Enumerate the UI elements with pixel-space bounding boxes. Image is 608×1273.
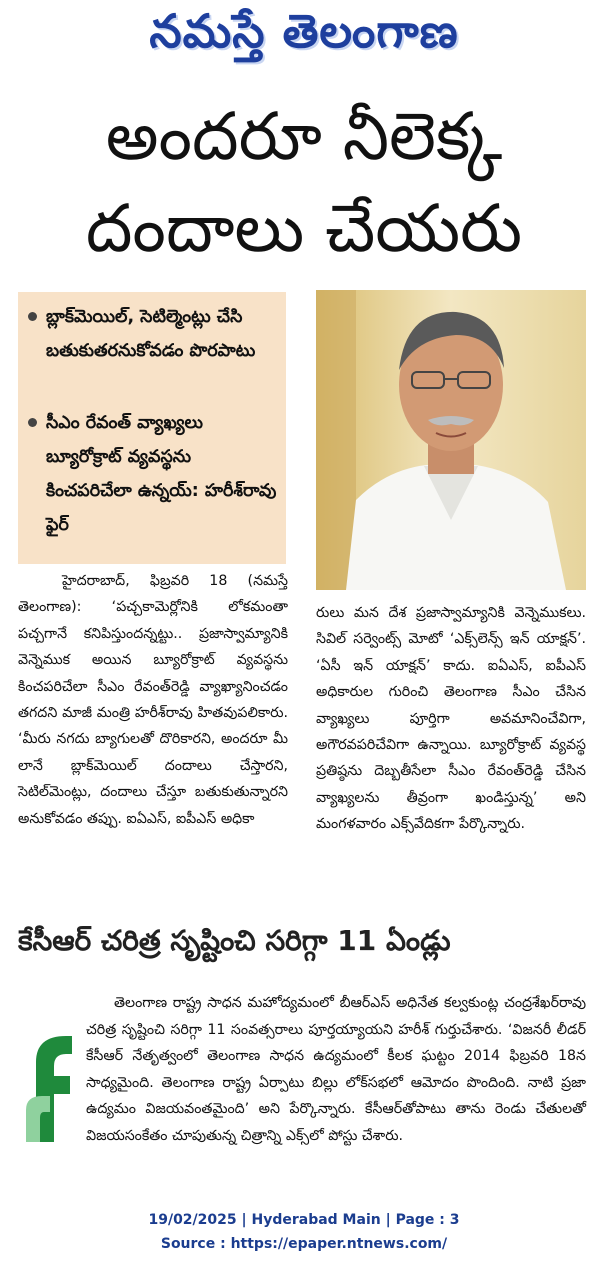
footer-edition-info: 19/02/2025 | Hyderabad Main | Page : 3	[148, 1212, 460, 1228]
highlight-text: బ్లాక్‌మెయిల్‌, సెటిల్మెంట్లు చేసి బతుకుతరనుకోవడం పొరపాటు	[46, 307, 256, 361]
second-article-body: తెలంగాణ రాష్ట్ర సాధన మహోద్యమంలో బీఆర్‌ఎస్‌ అధినేత కల్వకుంట్ల చంద్రశేఖర్‌రావు చరిత్ర సృష్టించి సరిగ్గా 11 సంవత్సరాలు పూర్తయ్యాయని హరీశ్‌ గుర్తుచేశారు. ‘విజనరీ లీడర్‌ కేసీఆర్‌ నేతృత్వంలో తెలంగాణ సాధన ఉద్యమంలో కీలక ఘట్టం 2014 ఫిబ్రవరి 18న సాధ్యమైంది. తెలంగాణ రాష్ట్ర ఏర్పాటు బిల్లు లోక్‌సభలో ఆమోదం పొందింది. నాటి ప్రజా ఉద్యమం విజయవంతమైంది’ అని పేర్కొన్నారు. కేసీఆర్‌తోపాటు తాను రెండు చేతులతో విజయసంకేతం చూపుతున్న చిత్రాన్ని ఎక్స్‌లో పోస్టు చేశారు.	[86, 995, 586, 1144]
newspaper-masthead: నమస్తే తెలంగాణ	[149, 4, 459, 58]
highlight-item	[28, 300, 278, 368]
headline-line-1: అందరూ నీలెక్క	[105, 98, 503, 175]
highlights-box	[18, 292, 286, 564]
headline-line-2: దందాలు చేయరు	[85, 190, 523, 267]
highlight-item	[28, 406, 278, 542]
subheadline: కేసీఆర్‌ చరిత్ర సృష్టించి సరిగ్గా 11 ఏండ్లు	[18, 924, 451, 957]
portrait-illustration	[316, 290, 586, 590]
bullet-dot-icon	[28, 418, 37, 427]
article-column-right: రులు మన దేశ ప్రజాస్వామ్యానికి వెన్నెముకలు. సివిల్‌ సర్వెంట్స్‌ మోటో ‘ఎక్స్‌లెన్స్‌ ఇన్‌ యాక్షన్‌’. ‘ఏసీ ఇన్‌ యాక్షన్‌’ కాదు. ఐఏఎస్‌, ఐపీఎస్‌ అధికారుల గురించి తెలంగాణ సీఎం చేసిన వ్యాఖ్యలు పూర్తిగా అవమానించేవిగా, అగౌరవపరిచేవిగా ఉన్నాయి. బ్యూరోక్రాట్‌ వ్యవస్థ ప్రతిష్ఠను దెబ్బతీసేలా సీఎం రేవంత్‌రెడ్డి చేసిన వ్యాఖ్యలను తీవ్రంగా ఖండిస్తున్న’ అని మంగళవారం ఎక్స్‌వేదికగా పేర్కొన్నారు.	[316, 605, 586, 833]
bullet-dot-icon	[28, 312, 37, 321]
article-column-left: హైదరాబాద్‌, ఫిబ్రవరి 18 (నమస్తే తెలంగాణ): ‘పచ్చకామెర్లోనికి లోకమంతా పచ్చగానే కనిపిస్తుందన్నట్టు.. ప్రజాస్వామ్యానికి వెన్నెముక అయిన బ్యూరోక్రాట్‌ వ్యవస్థను కించపరిచేలా సీఎం రేవంత్‌రెడ్డి వ్యాఖ్యానించడం తగదని మాజీ మంత్రి హరీశ్‌రావు హితవుపలికారు. ‘మీరు నగదు బ్యాగులతో దొరికారని, అందరూ మీ లానే బ్లాక్‌మెయిల్‌ దందాలు చేస్తారని, సెటిల్‌మెంట్లు, దందాలు చేస్తూ బతుకుతున్నారని అనుకోవడం తప్పు. ఐఏఎస్‌, ఐపీఎస్‌ అధికా	[18, 573, 288, 827]
highlight-text: సీఎం రేవంత్‌ వ్యాఖ్యలు బ్యూరోక్రాట్‌ వ్యవస్థను కించపరిచేలా ఉన్నయ్‌: హరీశ్‌రావు ఫైర్‌	[46, 413, 277, 535]
portrait-photo	[316, 290, 586, 590]
footer-source-link[interactable]: Source : https://epaper.ntnews.com/	[160, 1236, 448, 1252]
ntnews-f-logo-icon	[26, 1032, 72, 1142]
